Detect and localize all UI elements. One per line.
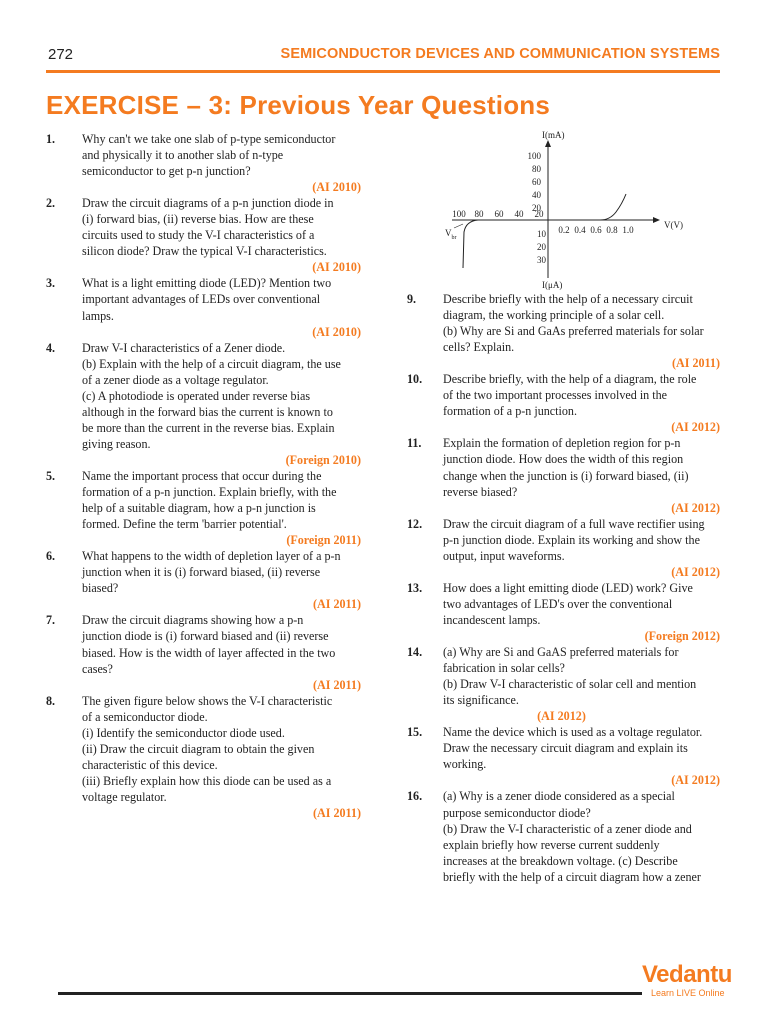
- question-source: (AI 2012): [671, 420, 720, 435]
- tick-label: 80: [474, 209, 484, 219]
- question-item: [407, 724, 720, 788]
- question-number: 11.: [407, 436, 422, 451]
- question-source: (Foreign 2011): [286, 533, 361, 548]
- question-text: How does a light emitting diode (LED) work? Give two advantages of LED's over the conventional incandescent lamps.: [443, 580, 693, 627]
- tick-label: 60: [494, 209, 504, 219]
- question-text: (a) Why are Si and GaAS preferred materials for fabrication in solar cells? (b) Draw V-I characteristic of solar cell and mention its significance.: [443, 645, 697, 708]
- question-text: Draw the circuit diagram of a full wave rectifier using p-n junction diode. Explain its working and show the output, input waveforms.: [443, 516, 705, 563]
- question-item: [407, 435, 720, 515]
- tick-label: 20: [537, 242, 546, 252]
- question-number: 7.: [46, 613, 56, 628]
- question-number: 8.: [46, 693, 56, 708]
- question-number: 13.: [407, 580, 423, 595]
- question-item: [407, 291, 720, 371]
- question-text: Draw the circuit diagrams of a p-n junction diode in (i) forward bias, (ii) reverse bias. How are these circuits used to study the V-I characteristics of a silicon diode? Draw the typical V-I characteristics.: [82, 196, 334, 259]
- question-source: (AI 2011): [312, 677, 361, 692]
- page-header: [46, 43, 720, 71]
- tick-label: 100: [527, 151, 541, 161]
- question-text: Name the device which is used as a voltage regulator. Draw the necessary circuit diagram and explain its working.: [443, 725, 703, 772]
- question-item: [46, 275, 361, 339]
- question-text: What is a light emitting diode (LED)? Mention two important advantages of LEDs over conventional lamps.: [82, 276, 332, 323]
- question-text: Why can't we take one slab of p-type semiconductor and physically it to another slab of n-type semiconductor to get p-n junction?: [82, 132, 336, 179]
- x-axis-arrow: [653, 217, 660, 223]
- logo-name: Vedantu: [642, 961, 732, 988]
- tick-label: 0.4: [574, 225, 586, 235]
- question-number: 4.: [46, 340, 56, 355]
- x-ticks-negative: [452, 209, 544, 219]
- question-item: [407, 788, 720, 884]
- breakdown-marker: [454, 224, 463, 228]
- y-axis-label-top: I(mA): [542, 130, 565, 140]
- question-text: The given figure below shows the V-I characteristic of a semiconductor diode. (i) Identify the semiconductor diode used. (ii) Draw the circuit diagram to obtain the given characteristic of this device. (iii) Briefly explain how this diode can be used as a voltage regulator.: [82, 693, 333, 804]
- page-title: EXERCISE – 3: Previous Year Questions: [46, 90, 551, 120]
- tick-label: 10: [537, 229, 546, 239]
- question-item: [407, 644, 720, 724]
- tick-label: 100: [452, 209, 466, 219]
- tick-label: 1.0: [622, 225, 634, 235]
- question-source: (AI 2012): [671, 773, 720, 788]
- question-number: 5.: [46, 468, 56, 483]
- vedantu-logo: [642, 962, 734, 1002]
- question-text: Name the important process that occur during the formation of a p-n junction. Explain briefly, with the help of a suitable diagram, how a p-n junction is formed. Define the term 'barrier potential'.: [82, 468, 337, 532]
- question-source: (AI 2011): [671, 356, 720, 371]
- question-item: [407, 580, 720, 644]
- running-title: SEMICONDUCTOR DEVICES AND COMMUNICATION SYSTEMS: [280, 46, 720, 62]
- tick-label: 0.6: [590, 225, 602, 235]
- question-number: 16.: [407, 789, 423, 804]
- question-text: Draw the circuit diagrams showing how a p-n junction diode is (i) forward biased and (ii) reverse biased. How is the width of layer affected in the two cases?: [82, 613, 336, 676]
- question-number: 1.: [46, 132, 56, 146]
- question-number: 14.: [407, 645, 423, 660]
- question-number: 10.: [407, 372, 423, 387]
- question-source: (Foreign 2012): [644, 628, 720, 643]
- question-item: [46, 195, 361, 275]
- question-number: 12.: [407, 516, 423, 531]
- question-source: (AI 2011): [312, 805, 361, 820]
- x-axis-label-right: V(V): [664, 220, 683, 230]
- tick-label: 20: [534, 209, 544, 219]
- footer-rule: [58, 992, 642, 995]
- logo-tagline: Learn LIVE Online: [651, 988, 725, 998]
- question-source: (AI 2012): [537, 709, 586, 724]
- header-rule: [46, 70, 720, 73]
- vi-characteristic-graph: [440, 128, 690, 298]
- tick-label: 40: [514, 209, 524, 219]
- question-number: 15.: [407, 725, 423, 740]
- question-item: [46, 468, 361, 548]
- y-ticks-negative: [537, 229, 547, 265]
- question-source: (Foreign 2010): [285, 452, 361, 467]
- question-source: (AI 2012): [671, 500, 720, 515]
- tick-label: 30: [537, 255, 546, 265]
- y-axis-arrow: [545, 140, 551, 147]
- questions-right-column: [407, 291, 720, 885]
- question-item: [46, 131, 361, 195]
- question-text: Describe briefly, with the help of a diagram, the role of the two important processes involved in the formation of a p-n junction.: [443, 372, 697, 419]
- tick-label: 0.8: [606, 225, 618, 235]
- question-item: [46, 612, 361, 692]
- tick-label: 20: [532, 203, 541, 213]
- page-number: 272: [48, 46, 74, 63]
- question-source: (AI 2012): [671, 564, 720, 579]
- question-item: [407, 516, 720, 580]
- question-item: [407, 371, 720, 435]
- question-number: 2.: [46, 196, 56, 211]
- question-source: (AI 2010): [312, 260, 361, 275]
- tick-label: 0.2: [558, 225, 570, 235]
- questions-left-column: [46, 131, 361, 821]
- question-source: (AI 2010): [312, 180, 361, 195]
- question-text: Explain the formation of depletion region for p-n junction diode. How does the width of this region change when the junction is (i) forward biased, (ii) reverse biased?: [443, 436, 689, 499]
- question-item: [46, 548, 361, 612]
- question-text: Draw V-I characteristics of a Zener diode. (b) Explain with the help of a circuit diagram, the use of a zener diode as a voltage regulator. (c) A photodiode is operated under reverse bias although in the forward bias the current is known to be more than the current in the reverse bias. Explain giving reason.: [82, 340, 341, 451]
- x-axis-label-left: $V_{br}$: [445, 228, 457, 241]
- y-ticks-positive: [528, 151, 542, 213]
- tick-label: 40: [532, 190, 541, 200]
- tick-label: 80: [532, 164, 541, 174]
- question-text: (a) Why is a zener diode considered as a special purpose semiconductor diode? (b) Draw the V-I characteristic of a zener diode and explain briefly how reverse current suddenly increases at the breakdown voltage. (c) Describe briefly with the help of a circuit diagram how a zener: [443, 789, 701, 884]
- question-item: [46, 340, 361, 468]
- question-number: 9.: [407, 292, 417, 306]
- question-number: 6.: [46, 549, 56, 564]
- question-source: (AI 2010): [312, 324, 361, 339]
- question-number: 3.: [46, 276, 56, 291]
- question-text: What happens to the width of depletion layer of a p-n junction when it is (i) forward biased, (ii) reverse biased?: [82, 549, 341, 596]
- y-axis-label-bottom: I(μA): [542, 280, 563, 290]
- forward-curve: [548, 194, 626, 220]
- tick-label: 60: [532, 177, 541, 187]
- question-source: (AI 2011): [312, 597, 361, 612]
- question-text: Describe briefly with the help of a necessary circuit diagram, the working principle of a solar cell. (b) Why are Si and GaAs preferred materials for solar cells? Explain.: [443, 292, 704, 355]
- x-ticks-positive: [558, 225, 634, 235]
- reverse-curve: [463, 220, 548, 268]
- question-item: [46, 693, 361, 821]
